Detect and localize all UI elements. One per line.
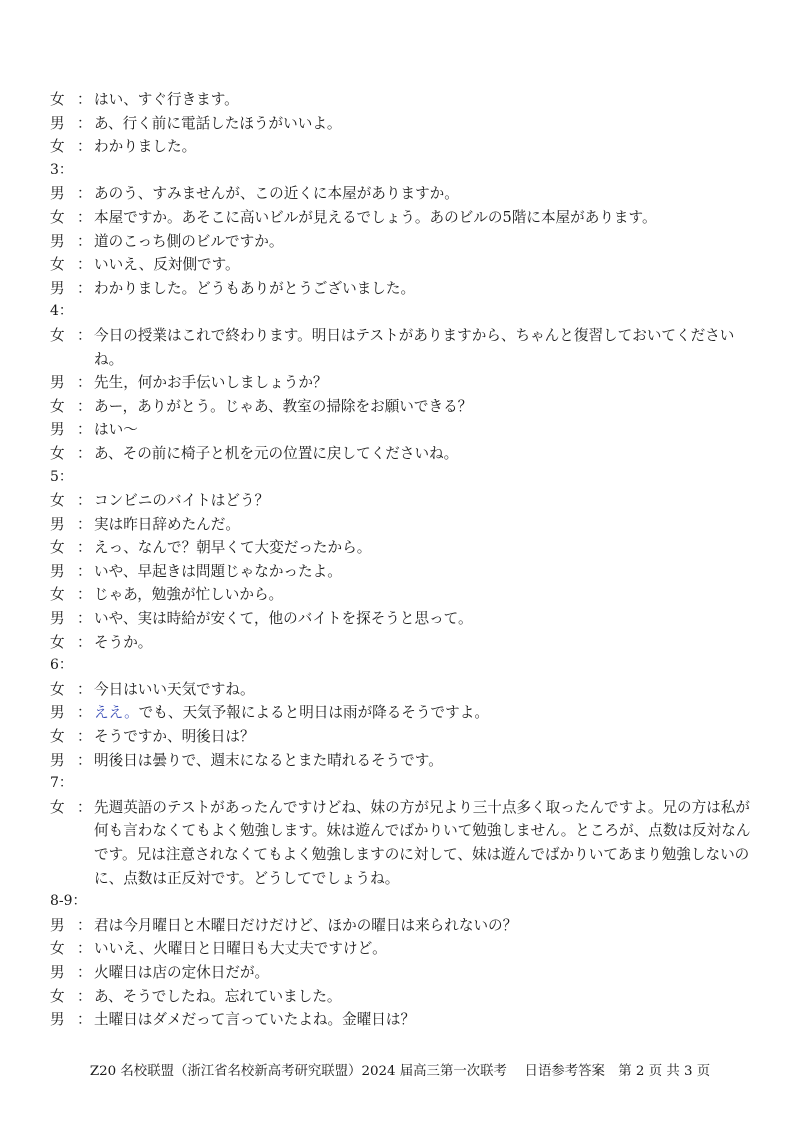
dialogue-line [50, 796, 762, 890]
dialogue-line [50, 725, 762, 749]
speaker-label: 女 [50, 138, 65, 156]
speaker-colon: ： [77, 728, 92, 746]
question-number: 3： [50, 161, 73, 178]
speaker-label: 男 [50, 279, 65, 297]
utterance-text: そうですか、明後日は？ [94, 728, 255, 746]
dialogue-line [50, 182, 762, 206]
dialogue-section [50, 159, 762, 301]
speaker-colon: ： [77, 704, 92, 722]
dialogue-line [50, 442, 762, 466]
speaker-label: 女 [50, 539, 65, 557]
utterance-text: 本屋ですか。あそこに高いビルが見えるでしょう。あのビルの5階に本屋があります。 [94, 208, 657, 226]
speaker-colon: ： [77, 232, 92, 250]
dialogue-section [50, 466, 762, 655]
speaker-colon: ： [77, 374, 92, 392]
dialogue-line [50, 961, 762, 985]
dialogue-section [50, 772, 762, 890]
speaker-label: 男 [50, 610, 65, 628]
speaker-label: 男 [50, 515, 65, 533]
highlighted-text: ええ。 [94, 704, 139, 722]
utterance-text: えっ、なんで？朝早くて大変だったから。 [94, 539, 372, 557]
speaker-colon: ： [77, 421, 92, 439]
speaker-colon: ： [77, 444, 92, 462]
speaker-label: 男 [50, 185, 65, 203]
speaker-colon: ： [77, 586, 92, 604]
speaker-label: 男 [50, 963, 65, 981]
utterance-text: 先生，何かお手伝いしましょうか？ [94, 374, 328, 392]
speaker-colon: ： [77, 91, 92, 108]
speaker-colon: ： [77, 680, 92, 698]
dialogue-section [50, 300, 762, 465]
speaker-colon: ： [77, 562, 92, 580]
utterance-text: あ、行く前に電話したほうがいいよ。 [94, 114, 342, 132]
speaker-colon: ： [77, 987, 92, 1005]
dialogue-section [50, 890, 762, 1032]
utterance-text: いいえ、反対側です。 [94, 256, 240, 274]
speaker-colon: ： [77, 326, 92, 344]
speaker-colon: ： [77, 279, 92, 297]
dialogue-line [50, 371, 762, 395]
dialogue-line [50, 206, 762, 230]
dialogue-line [50, 489, 762, 513]
dialogue-section [50, 88, 762, 159]
dialogue-line [50, 253, 762, 277]
speaker-label: 男 [50, 114, 65, 132]
speaker-label: 女 [50, 326, 65, 344]
dialogue-line [50, 1008, 762, 1032]
utterance-text: じゃあ，勉強が忙しいから。 [94, 586, 284, 604]
utterance-text: 実は昨日辞めたんだ。 [94, 515, 240, 533]
dialogue-line [50, 583, 762, 607]
dialogue-transcript [50, 88, 762, 1032]
utterance-text: はい～ [94, 421, 138, 439]
dialogue-line [50, 88, 762, 112]
utterance-text: 君は今月曜日と木曜日だけだけど、ほかの曜日は来られないの？ [94, 916, 518, 934]
speaker-label: 男 [50, 562, 65, 580]
speaker-label: 男 [50, 916, 65, 934]
utterance-text: 火曜日は店の定休日だが。 [94, 963, 270, 981]
speaker-colon: ： [77, 610, 92, 628]
question-number: 8-9： [50, 893, 87, 910]
speaker-colon: ： [77, 751, 92, 769]
speaker-colon: ： [77, 633, 92, 651]
speaker-colon: ： [77, 963, 92, 981]
utterance-text: 今日はいい天気ですね。 [94, 680, 255, 698]
utterance-text: あー，ありがとう。じゃあ、教室の掃除をお願いできる？ [94, 397, 473, 415]
question-number: 5： [50, 468, 73, 485]
utterance-text: 道のこっち側のビルですか。 [94, 232, 284, 250]
speaker-label: 女 [50, 397, 65, 415]
dialogue-line [50, 701, 762, 725]
utterance-text: 土曜日はダメだって言っていたよね。金曜日は？ [94, 1011, 416, 1029]
speaker-label: 女 [50, 987, 65, 1005]
dialogue-line [50, 324, 762, 371]
utterance-rest: でも、天気予報によると明日は雨が降るそうですよ。 [138, 704, 489, 722]
utterance-text: はい、すぐ行きます。 [94, 91, 239, 108]
utterance-text: 先週英語のテストがあったんですけどね、妹の方が兄より三十点多く取ったんですよ。兄の方は私が何も言わなくてもよく勉強します。妹は遊んでばかりいて勉強しません。ところが、点数は反対なんです。兄は注意されなくてもよく勉強しますのに対して、妹は遊んでばかりいてあまり勉強しないのに、点数は正反対です。どうしてでしょうね。 [94, 798, 751, 887]
utterance-text: いや、実は時給が安くて，他のバイトを探そうと思って。 [94, 610, 473, 628]
speaker-colon: ： [77, 1011, 92, 1029]
utterance-text: わかりました。どうもありがとうございました。 [94, 279, 416, 297]
speaker-label: 女 [50, 492, 65, 510]
utterance-text: いいえ、火曜日と日曜日も大丈夫ですけど。 [94, 940, 387, 958]
speaker-colon: ： [77, 114, 92, 132]
dialogue-line [50, 395, 762, 419]
utterance-text: あ、そうでしたね。忘れていました。 [94, 987, 342, 1005]
speaker-colon: ： [77, 256, 92, 274]
speaker-colon: ： [77, 916, 92, 934]
dialogue-line [50, 560, 762, 584]
speaker-label: 男 [50, 1011, 65, 1029]
utterance-text: あ、その前に椅子と机を元の位置に戻してくださいね。 [94, 444, 459, 462]
speaker-label: 男 [50, 751, 65, 769]
utterance-text: 明後日は曇りで、週末になるとまた晴れるそうです。 [94, 751, 443, 769]
dialogue-line [50, 112, 762, 136]
dialogue-line [50, 985, 762, 1009]
dialogue-line [50, 749, 762, 773]
speaker-label: 女 [50, 940, 65, 958]
speaker-colon: ： [77, 138, 92, 156]
dialogue-line [50, 418, 762, 442]
utterance-text: コンビニのバイトはどう？ [94, 492, 270, 510]
speaker-label: 女 [50, 586, 65, 604]
dialogue-line [50, 536, 762, 560]
speaker-colon: ： [77, 798, 92, 816]
speaker-label: 女 [50, 256, 65, 274]
speaker-colon: ： [77, 515, 92, 533]
speaker-label: 男 [50, 421, 65, 439]
utterance-text [94, 701, 762, 725]
speaker-colon: ： [77, 185, 92, 203]
dialogue-line [50, 937, 762, 961]
dialogue-line [50, 135, 762, 159]
dialogue-line [50, 678, 762, 702]
dialogue-line [50, 631, 762, 655]
speaker-label: 女 [50, 444, 65, 462]
speaker-colon: ： [77, 492, 92, 510]
question-number: 6： [50, 657, 73, 674]
dialogue-section [50, 654, 762, 772]
page-footer: Z20 名校联盟（浙江省名校新高考研究联盟）2024 届高三第一次联考 日语参考答案 第 2 页 共 3 页 [89, 1064, 711, 1079]
dialogue-line [50, 513, 762, 537]
dialogue-line [50, 607, 762, 631]
utterance-text: いや、早起きは問題じゃなかったよ。 [94, 562, 342, 580]
speaker-label: 女 [50, 728, 65, 746]
speaker-label: 女 [50, 633, 65, 651]
utterance-text: そうか。 [94, 633, 153, 651]
question-number: 7： [50, 775, 73, 792]
speaker-label: 女 [50, 798, 65, 816]
speaker-colon: ： [77, 539, 92, 557]
speaker-colon: ： [77, 397, 92, 415]
speaker-label: 女 [50, 208, 65, 226]
speaker-label: 男 [50, 374, 65, 392]
utterance-text: 今日の授業はこれで終わります。明日はテストがありますから、ちゃんと復習しておいてください ね。 [94, 326, 740, 368]
dialogue-line [50, 914, 762, 938]
speaker-label: 男 [50, 704, 65, 722]
speaker-label: 男 [50, 232, 65, 250]
dialogue-line [50, 277, 762, 301]
speaker-label: 女 [50, 680, 65, 698]
utterance-text: あのう、すみませんが、この近くに本屋がありますか。 [94, 185, 459, 203]
question-number: 4： [50, 303, 73, 320]
speaker-colon: ： [77, 208, 92, 226]
speaker-label: 女 [50, 91, 65, 108]
utterance-text: わかりました。 [94, 138, 197, 156]
speaker-colon: ： [77, 940, 92, 958]
dialogue-line [50, 230, 762, 254]
